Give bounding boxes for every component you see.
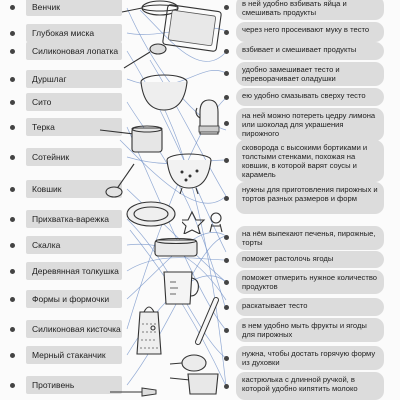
definition-bullet	[224, 95, 229, 100]
term-bullet	[10, 297, 15, 302]
definition-label: кастрюлька с длинной ручкой, в которой удобно кипятить молоко	[236, 372, 384, 400]
definition-label: нужна, чтобы достать горячую форму из духовки	[236, 346, 384, 370]
definition-label: ею удобно смазывать сверху тесто	[236, 88, 384, 106]
definition-bullet	[224, 30, 229, 35]
term-bullet	[10, 125, 15, 130]
definition-bullet	[224, 356, 229, 361]
baking-dish-icon	[152, 236, 200, 260]
definition-label: через него просеивают муку в тесто	[236, 22, 384, 42]
term-label: Прихватка-варежка	[26, 210, 122, 228]
definition-bullet	[224, 71, 229, 76]
tart-mold-icon-drawing	[124, 196, 178, 232]
term-label: Формы и формочки	[26, 290, 122, 308]
rolling-pin-icon-drawing	[192, 296, 222, 346]
term-label: Сито	[26, 93, 122, 111]
term-label: Противень	[26, 376, 122, 394]
saucepan-icon	[96, 122, 168, 158]
baking-tray-icon	[162, 2, 222, 54]
definition-label: на ней можно потереть цедру лимона или шоколад для украшения пирожного	[236, 108, 384, 141]
definition-label: на нём выпекают печенья, пирожные, торты	[236, 226, 384, 250]
baking-tray-icon-drawing	[162, 2, 222, 54]
definition-bullet	[224, 121, 229, 126]
term-bullet	[10, 49, 15, 54]
term-bullet	[10, 5, 15, 10]
term-bullet	[10, 269, 15, 274]
rolling-pin-icon	[192, 296, 222, 346]
oven-mitt-icon-drawing	[194, 96, 222, 136]
definition-bullet	[224, 235, 229, 240]
masher-icon	[148, 320, 158, 330]
definition-label: раскатывает тесто	[236, 298, 384, 316]
brush-icon-drawing	[108, 384, 158, 400]
definition-label: поможет отмерить нужное количество продуктов	[236, 270, 384, 294]
saucepan-icon-drawing	[96, 122, 168, 158]
tart-mold-icon	[124, 196, 178, 232]
definition-label: сковорода с высокими бортиками и толстыми стенками, похожая на ковшик, в которой варят соусы и карамель	[236, 140, 384, 182]
term-label: Мерный стаканчик	[26, 346, 122, 364]
small-pot-icon	[168, 368, 224, 398]
definition-label: поможет растолочь ягоды	[236, 251, 384, 268]
masher-icon-drawing	[148, 323, 158, 333]
definition-bullet	[224, 384, 229, 389]
definition-bullet	[224, 280, 229, 285]
definition-bullet	[224, 158, 229, 163]
term-label: Силиконовая лопатка	[26, 42, 122, 60]
colander-icon-drawing	[164, 152, 214, 196]
oven-mitt-icon	[194, 96, 222, 136]
colander-icon	[164, 152, 214, 196]
definition-bullet	[224, 49, 229, 54]
bowl-icon	[138, 72, 190, 114]
term-label: Сотейник	[26, 148, 122, 166]
definition-bullet	[224, 5, 229, 10]
small-pot-icon-drawing	[168, 368, 224, 398]
cookie-cutter-icon	[182, 206, 230, 234]
spatula-icon	[120, 42, 168, 70]
definition-label: удобно замешивает тесто и переворачивает оладушки	[236, 62, 384, 86]
definition-bullet	[224, 328, 229, 333]
term-label: Дуршлаг	[26, 70, 122, 88]
term-label: Венчик	[26, 0, 122, 16]
term-bullet	[10, 327, 15, 332]
baking-dish-icon-drawing	[152, 236, 200, 260]
term-bullet	[10, 100, 15, 105]
definition-bullet	[224, 196, 229, 201]
spatula-icon-drawing	[120, 42, 168, 70]
term-bullet	[10, 31, 15, 36]
definition-label: взбивает и смешивает продукты	[236, 42, 384, 60]
definition-bullet	[224, 258, 229, 263]
brush-icon	[108, 384, 158, 400]
term-bullet	[10, 243, 15, 248]
definition-label: в нем удобно мыть фрукты и ягоды для пирожных	[236, 318, 384, 342]
term-bullet	[10, 383, 15, 388]
bowl-icon-drawing	[138, 72, 190, 114]
term-label: Силиконовая кисточка	[26, 320, 122, 338]
term-bullet	[10, 77, 15, 82]
definition-label: в ней удобно взбивать яйца и смешивать продукты	[236, 0, 384, 20]
term-label: Ковшик	[26, 180, 122, 198]
term-bullet	[10, 353, 15, 358]
cookie-cutter-icon-drawing	[182, 206, 230, 234]
definition-label: нужны для приготовления пирожных и тортов разных размеров и форм	[236, 182, 384, 214]
term-label: Скалка	[26, 236, 122, 254]
ladle-icon	[104, 160, 140, 200]
term-bullet	[10, 217, 15, 222]
term-label: Терка	[26, 118, 122, 136]
term-label: Деревянная толкушка	[26, 262, 122, 280]
definition-bullet	[224, 305, 229, 310]
term-bullet	[10, 187, 15, 192]
ladle-icon-drawing	[104, 160, 140, 200]
term-label: Глубокая миска	[26, 24, 122, 42]
term-bullet	[10, 155, 15, 160]
